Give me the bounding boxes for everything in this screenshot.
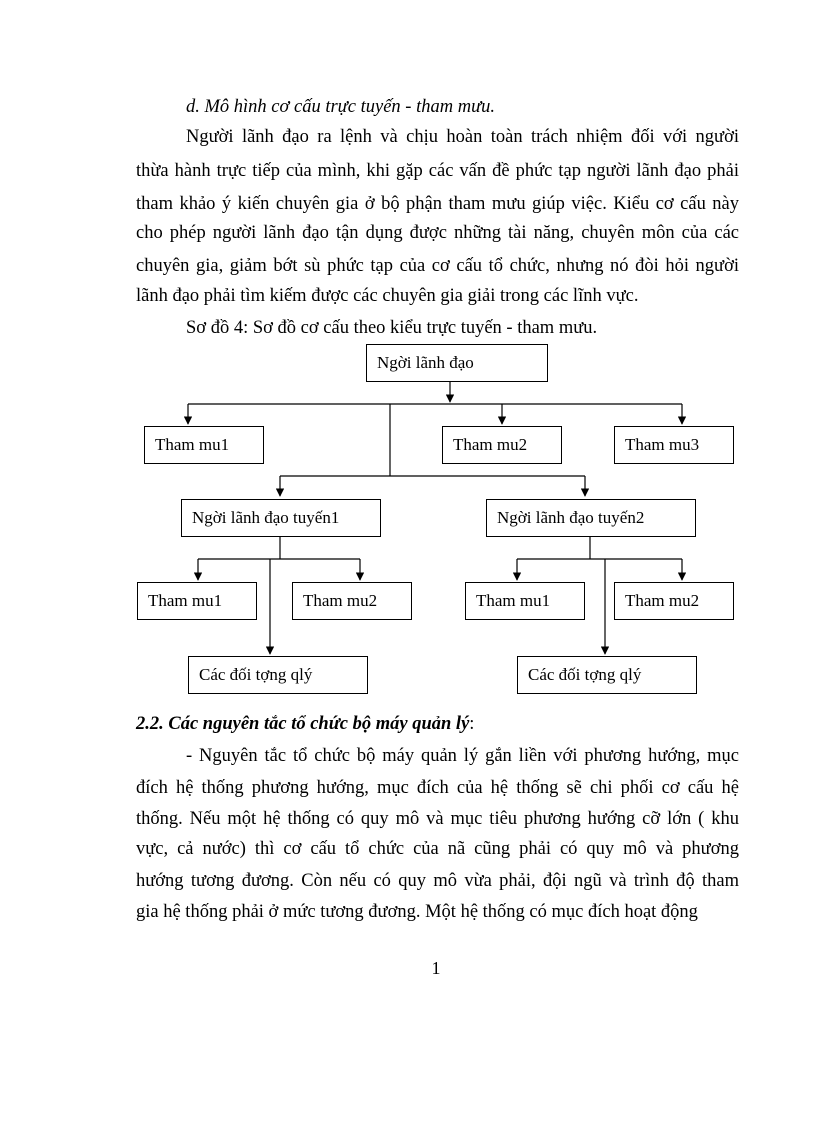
box-label: Tham mu3 bbox=[625, 435, 700, 454]
paragraph-line: cho phép người lãnh đạo tận dụng được những tài năng, chuyên môn của các bbox=[136, 223, 739, 243]
paragraph-line: hướng tương đương. Còn nếu có quy mô vừa phải, đội ngũ và trình độ tham bbox=[136, 871, 739, 891]
top-advisor-box bbox=[442, 426, 562, 464]
paragraph-line: chuyên gia, giảm bớt sù phức tạp của cơ cấu tổ chức, nhưng nó đòi hỏi người bbox=[136, 256, 739, 276]
section-heading bbox=[136, 713, 474, 735]
box-label: Các đối tợng qlý bbox=[199, 665, 313, 684]
section-heading-text: 2.2. Các nguyên tắc tổ chức bộ máy quản lý bbox=[136, 714, 470, 734]
paragraph-line: - Nguyên tắc tổ chức bộ máy quản lý gắn liền với phương hướng, mục bbox=[186, 746, 739, 766]
paragraph-line: thống. Nếu một hệ thống có quy mô và mục tiêu phương hướng cỡ lớn ( khu bbox=[136, 809, 739, 829]
right-subjects-box bbox=[517, 656, 697, 694]
right-advisor-box bbox=[465, 582, 585, 620]
page-number: 1 bbox=[431, 958, 441, 978]
box-label: Ngời lãnh đạo bbox=[377, 353, 474, 372]
box-label: Ngời lãnh đạo tuyến2 bbox=[497, 508, 645, 527]
left-subjects-box bbox=[188, 656, 368, 694]
top-advisor-box bbox=[614, 426, 734, 464]
paragraph-line: vực, cả nước) thì cơ cấu tổ chức của nã cũng phải có quy mô và phương bbox=[136, 839, 739, 859]
box-label: Các đối tợng qlý bbox=[528, 665, 642, 684]
leader-box bbox=[366, 344, 548, 382]
top-advisor-box bbox=[144, 426, 264, 464]
left-advisor-box bbox=[137, 582, 257, 620]
paragraph-line: gia hệ thống phải ở mức tương đương. Một hệ thống có mục đích hoạt động bbox=[136, 902, 698, 922]
left-advisor-box bbox=[292, 582, 412, 620]
line-leader-1-box bbox=[181, 499, 381, 537]
box-label: Ngời lãnh đạo tuyến1 bbox=[192, 508, 340, 527]
box-label: Tham mu1 bbox=[155, 435, 230, 454]
paragraph-line: đích hệ thống phương hướng, mục đích của hệ thống sẽ chi phối cơ cấu hệ bbox=[136, 778, 739, 798]
box-label: Tham mu1 bbox=[476, 591, 551, 610]
paragraph-line: thừa hành trực tiếp của mình, khi gặp các vấn đề phức tạp người lãnh đạo phải bbox=[136, 161, 739, 181]
paragraph-line: tham khảo ý kiến chuyên gia ở bộ phận tham mưu giúp việc. Kiểu cơ cấu này bbox=[136, 194, 739, 214]
right-advisor-box bbox=[614, 582, 734, 620]
box-label: Tham mu1 bbox=[148, 591, 223, 610]
section-heading-suffix: : bbox=[469, 714, 475, 734]
paragraph-line: Người lãnh đạo ra lệnh và chịu hoàn toàn trách nhiệm đối với người bbox=[186, 127, 739, 147]
box-label: Tham mu2 bbox=[625, 591, 700, 610]
diagram-caption: Sơ đồ 4: Sơ đồ cơ cấu theo kiểu trực tuyến - tham mưu. bbox=[186, 318, 598, 338]
line-leader-2-box bbox=[486, 499, 696, 537]
paragraph-line: lãnh đạo phải tìm kiếm được các chuyên gia giải trong các lĩnh vực. bbox=[136, 286, 639, 306]
box-label: Tham mu2 bbox=[303, 591, 378, 610]
subsection-heading: d. Mô hình cơ cấu trực tuyến - tham mưu. bbox=[186, 97, 496, 117]
box-label: Tham mu2 bbox=[453, 435, 528, 454]
